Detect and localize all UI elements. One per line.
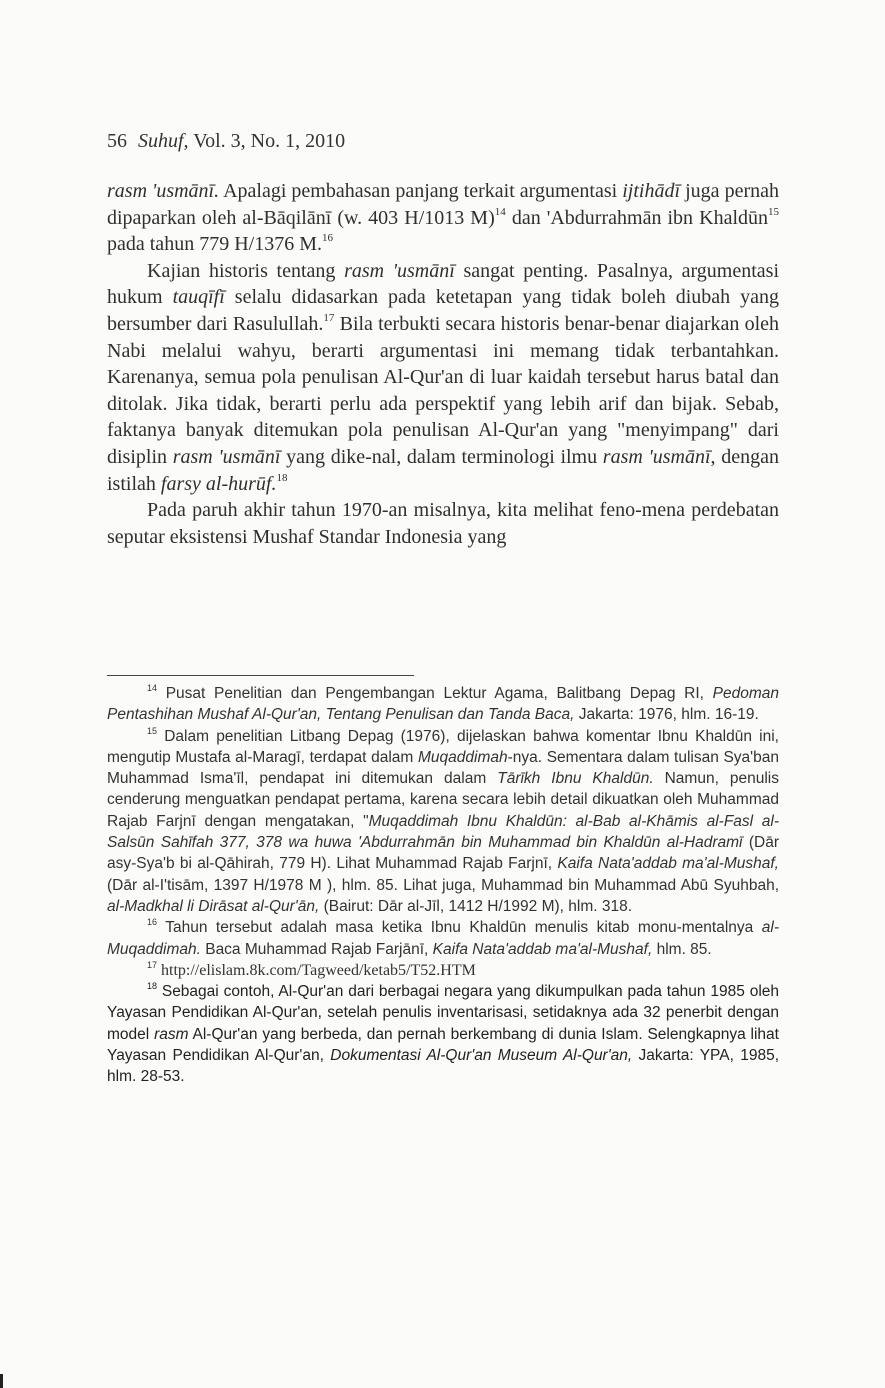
italic-title: Kaifa Nata'addab ma'al-Mushaf, [432, 940, 653, 958]
italic-title: Dokumentasi Al-Qur'an Museum Al-Qur'an, [330, 1047, 633, 1065]
italic-title: Tārīkh Ibnu Khaldūn. [497, 770, 654, 788]
text-run: Baca Muhammad Rajab Farjānī, [200, 940, 433, 958]
footnote-ref-14[interactable]: 14 [494, 205, 506, 218]
italic-term: rasm [154, 1025, 189, 1043]
text-run: (Bairut: Dār al-Jīl, 1412 H/1992 M), hlm. 318. [319, 897, 633, 915]
page-number: 56 [107, 130, 127, 152]
text-run: sangat penting. Pasalnya, argumentasi hukum [107, 259, 779, 309]
text-run: Al-Qur'an yang berbeda, dan pernah berkembang di dunia Islam. Selengkapnya lihat Yayasan Pendidikan Al-Qur'an, [107, 1025, 779, 1065]
running-header [107, 130, 345, 153]
text-run: pada tahun 779 H/1376 M. [107, 233, 322, 256]
footnote-ref-17[interactable]: 17 [323, 311, 335, 324]
italic-title: al-Madkhal li Dirāsat al-Qur'ān, [107, 897, 320, 915]
italic-term: farsy al-hurūf. [160, 472, 277, 495]
italic-term: ijtihādī [622, 180, 681, 202]
footnote-ref-18[interactable]: 18 [276, 471, 288, 484]
footnote-ref-15[interactable]: 15 [768, 205, 779, 218]
journal-title: Suhuf, [138, 130, 189, 152]
text-run: selalu didasarkan pada ketetapan yang tidak boleh diubah yang bersumber dari Rasulullah. [107, 286, 779, 335]
footnote-number: 17 [147, 959, 158, 970]
italic-term: rasm 'usmānī. [107, 180, 220, 202]
footnote-15 [107, 726, 779, 918]
italic-title: Kaifa Nata'addab ma'al-Mushaf, [557, 855, 779, 873]
text-run: Pada paruh akhir tahun 1970-an misalnya, kita melihat feno-mena perdebatan seputar eksistensi Mushaf Standar Indonesia yang [107, 499, 779, 548]
text-run: Sebagai contoh, Al-Qur'an dari berbagai negara yang dikumpulkan pada tahun 1985 oleh Yayasan Pendidikan Al-Qur'an, setelah penulis inventarisasi, setidaknya ada 32 penerbit dengan model [107, 983, 779, 1043]
italic-term: rasm 'usmānī [172, 445, 281, 468]
text-run: -nya. Sementara dalam tulisan Sya'ban Muhammad Isma'īl, pendapat ini ditemukan dalam [107, 748, 779, 788]
body-text [107, 178, 779, 550]
text-run: juga pernah dipaparkan oleh al-Bāqilānī (w. 403 H/1013 M) [107, 180, 779, 229]
text-run: Jakarta: 1976, hlm. 16-19. [574, 706, 759, 724]
paragraph-3 [107, 497, 779, 550]
text-run: Namun, penulis cenderung menguatkan pendapat pertama, karena secara lebih detail dikuatkan oleh Muhammad Rajab Farjnī dengan mengatakan, " [107, 770, 779, 830]
scan-edge-mark [0, 1374, 3, 1388]
footnotes [107, 683, 779, 1088]
text-run: , dengan istilah [107, 445, 779, 495]
text-run: Jakarta: YPA, 1985, hlm. 28-53. [107, 1047, 779, 1086]
footnote-18 [107, 981, 779, 1087]
footnote-17 [107, 960, 779, 981]
text-run: dan 'Abdurrahmān ibn Khaldūn [505, 206, 768, 229]
italic-term: rasm 'usmānī [602, 445, 711, 468]
italic-title: Muqaddimah [417, 748, 508, 766]
text-run: Pusat Penelitian dan Pengembangan Lektur Agama, Balitbang Depag RI, [157, 685, 713, 702]
footnote-16 [107, 917, 779, 960]
italic-title: al-Muqaddimah. [107, 919, 779, 958]
footnote-ref-16[interactable]: 16 [321, 232, 333, 245]
text-run: hlm. 85. [652, 940, 712, 958]
italic-term: rasm 'usmānī [344, 259, 455, 282]
footnote-number: 14 [147, 683, 158, 693]
text-run: Bila terbukti secara historis benar-benar diajarkan oleh Nabi melalui wahyu, berarti argumentasi ini memang tidak terbantahkan. Karenanya, semua pola penulisan Al-Qur'an di luar kaidah tersebut harus batal dan ditolak. Jika tidak, berarti perlu ada perspektif yang lebih arif dan bijak. Sebab, faktanya banyak ditemukan pola penulisan Al-Qur'an yang "menyimpang" dari disiplin [107, 312, 779, 468]
paragraph-2 [107, 258, 779, 497]
footnote-14 [107, 683, 779, 726]
text-run: Apalagi pembahasan panjang terkait argumentasi [219, 180, 623, 202]
footnote-number: 18 [147, 981, 158, 992]
italic-title: Muqaddimah Ibnu Khaldūn: al-Bab al-Khāmis al-Fasl al-Salsūn Sahīfah 377, 378 wa huwa 'Abdurrahmān bin Muhammad bin Khaldūn al-Hadramī [107, 812, 779, 852]
text-run: (Dār asy-Sya'b bi al-Qāhirah, 779 H). Lihat Muhammad Rajab Farjnī, [107, 834, 779, 873]
paragraph-1 [107, 178, 779, 258]
text-run: Dalam penelitian Litbang Depag (1976), dijelaskan bahwa komentar Ibnu Khaldūn ini, mengutip Mustafa al-Maragī, terdapat dalam [107, 727, 779, 766]
text-run: yang dike-nal, dalam terminologi ilmu [280, 445, 603, 468]
footnote-url-link[interactable]: http://elislam.8k.com/Tagweed/ketab5/T52.HTM [157, 961, 476, 979]
text-run: (Dār al-I'tisām, 1397 H/1978 M ), hlm. 85. Lihat juga, Muhammad bin Muhammad Abū Syuhbah, [107, 876, 779, 894]
footnote-divider [107, 675, 414, 676]
italic-title: Pedoman Pentashihan Mushaf Al-Qur'an, Tentang Penulisan dan Tanda Baca, [107, 685, 779, 724]
footnote-number: 15 [147, 725, 158, 736]
italic-term: tauqīfī [172, 286, 225, 309]
text-run: Tahun tersebut adalah masa ketika Ibnu Khaldūn menulis kitab monu-mentalnya [157, 919, 762, 937]
text-run: Kajian historis tentang [147, 259, 345, 282]
volume-issue: Vol. 3, No. 1, 2010 [193, 130, 346, 152]
footnote-number: 16 [147, 917, 158, 928]
